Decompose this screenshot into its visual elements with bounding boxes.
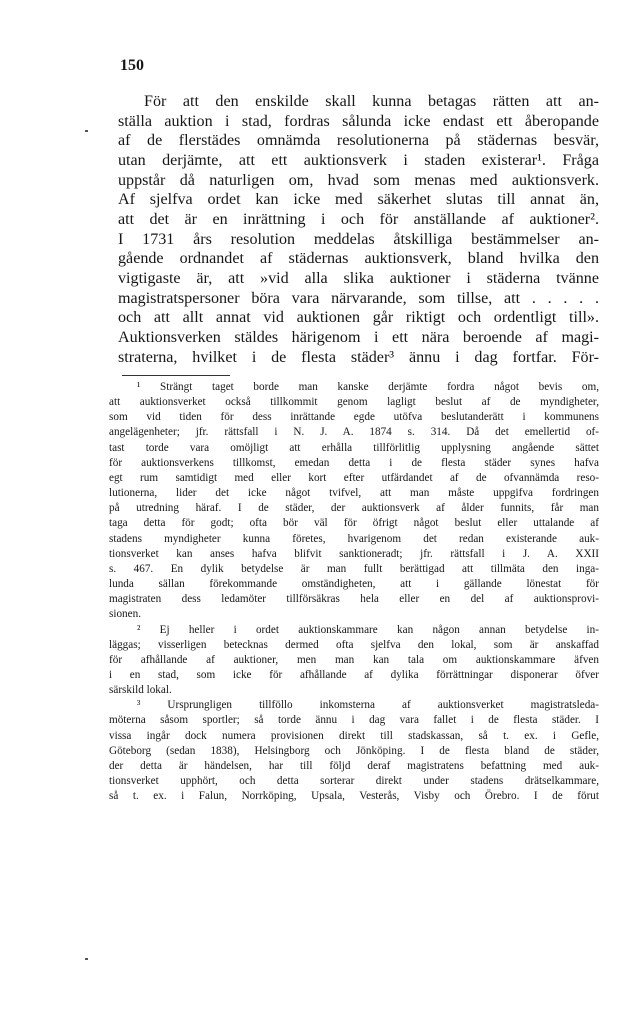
text-line: vigtigaste är, att »vid alla slika auktioner i städerna tvänne [118,269,599,287]
text-line: att det är en inrättning i och för anställande af auktioner². [118,210,599,228]
footnote-line: stadens myndigheter kunna företes, hvarigenom det redan existerande auk- [109,532,599,545]
footnote-line: som vid tiden för dess inrättande egde utöfva beslutanderätt i kommunens [109,411,599,424]
text-line: ställa auktion i stad, fordras sålunda icke endast ett åberopande [118,112,599,130]
footnote-line: i en stad, som icke för afhållande af dylika förrättningar disponerar öfver [109,668,599,681]
text-line: af de flerstädes omnämda resolutionerna på städernas besvär, [118,132,599,150]
margin-mark [85,130,88,132]
footnotes [109,380,599,804]
footnote-line: tionsverket upphört, och detta sorterar direkt under stadens drätselkammare, [109,775,599,788]
text-line: För att den enskilde skall kunna betagas rätten att an- [144,93,599,110]
footnote-line: läggas; visserligen betecknas dermed ofta sjelfva den lokal, som är anskaffad [109,638,599,651]
text-line: gående ordnandet af städernas auktionsverk, bland hvilka den [118,250,599,268]
footnote-line: vissa ingår dock numera provisionen direkt till stadskassan, så t. ex. i Gefle, [109,729,599,742]
page-number: 150 [120,57,144,74]
margin-mark [85,958,88,960]
footnote-line: lunda sällan förekommande omständigheten, att i gällande lönestat för [109,578,599,591]
footnote-line: så t. ex. i Falun, Norrköping, Upsala, Vesterås, Visby och Örebro. I de förut [109,790,599,803]
footnote-line: lutionerna, lider det icke något tvifvel, att man måste uppgifva fordringen [109,487,599,500]
text-line: och att allt annat vid auktionen går riktigt och ordentligt till». [118,309,599,327]
text-line: straterna, hvilket i de flesta städer³ ännu i dag fortfar. För- [118,348,599,366]
footnote-separator [122,375,230,376]
footnote-line: tast torde vara omöjligt att erhålla tillförlitlig upplysning angående sättet [109,441,599,454]
footnote-line: sionen. [109,608,142,621]
text-line: Af sjelfva ordet kan icke med säkerhet slutas till annat än, [118,191,599,209]
footnote-line: magistraten dess ledamöter tillförsäkras hela eller en del af auktionsprovi- [109,593,599,606]
footnote-line: ² Ej heller i ordet auktionskammare kan någon annan betydelse in- [137,623,599,636]
footnote-line: för afhållande af auktioner, men man kan tala om auktionskammare äfven [109,653,599,666]
footnote-line: s. 467. En dylik betydelse är man fullt berättigad att tillmäta den inga- [109,562,599,575]
footnote-line: ¹ Strängt taget borde man kanske derjämte fordra något bevis om, [137,381,599,393]
text-line: magistratspersoner böra vara närvarande, som tillse, att . . . . . [118,289,599,307]
footnote-line: angelägenheter; jfr. rättsfall i N. J. A. 1874 s. 314. Då det emellertid of- [109,426,599,439]
footnote-line: på utredning häraf. I de städer, der auktionsverk af ålder funnits, får man [109,502,599,515]
footnote-line: särskild lokal. [109,684,172,697]
footnote-line: för auktionsverkens tillkomst, emedan detta i de flesta städer synes hafva [109,456,599,469]
text-line: Auktionsverken stäldes härigenom i ett nära beroende af magi- [118,328,599,346]
footnote-line: ³ Ursprungligen tillföllo inkomsterna af auktionsverket magistratsleda- [137,699,599,712]
footnote-line: möterna såsom sportler; så torde ännu i dag vara fallet i de flesta städer. I [109,714,599,727]
footnote-line: egt rum samtidigt med eller kort efter utfärdandet af de ofvannämda reso- [109,471,599,484]
footnote-line: taga detta för godt; ofta bör väl för öfrigt något beslut eller uttalande af [109,517,599,530]
text-line: uppstår då naturligen om, hvad som menas med auktionsverk. [118,171,599,189]
footnote-line: att auktionsverket också tillkommit genom lagligt beslut af de myndigheter, [109,396,599,409]
footnote-line: der detta är händelsen, har till följd deraf magistratens befattning med auk- [109,759,599,772]
text-line: utan derjämte, att ett auktionsverk i staden existerar¹. Fråga [118,151,599,169]
footnote-line: Göteborg (sedan 1838), Helsingborg och Jönköping. I de flesta bland de städer, [109,744,599,757]
main-text [118,92,599,367]
text-line: I 1731 års resolution meddelas åtskilliga bestämmelser an- [118,230,599,248]
footnote-line: tionsverket kan anses hafva blifvit sanktioneradt; jfr. rättsfall i J. A. XXII [109,547,599,560]
